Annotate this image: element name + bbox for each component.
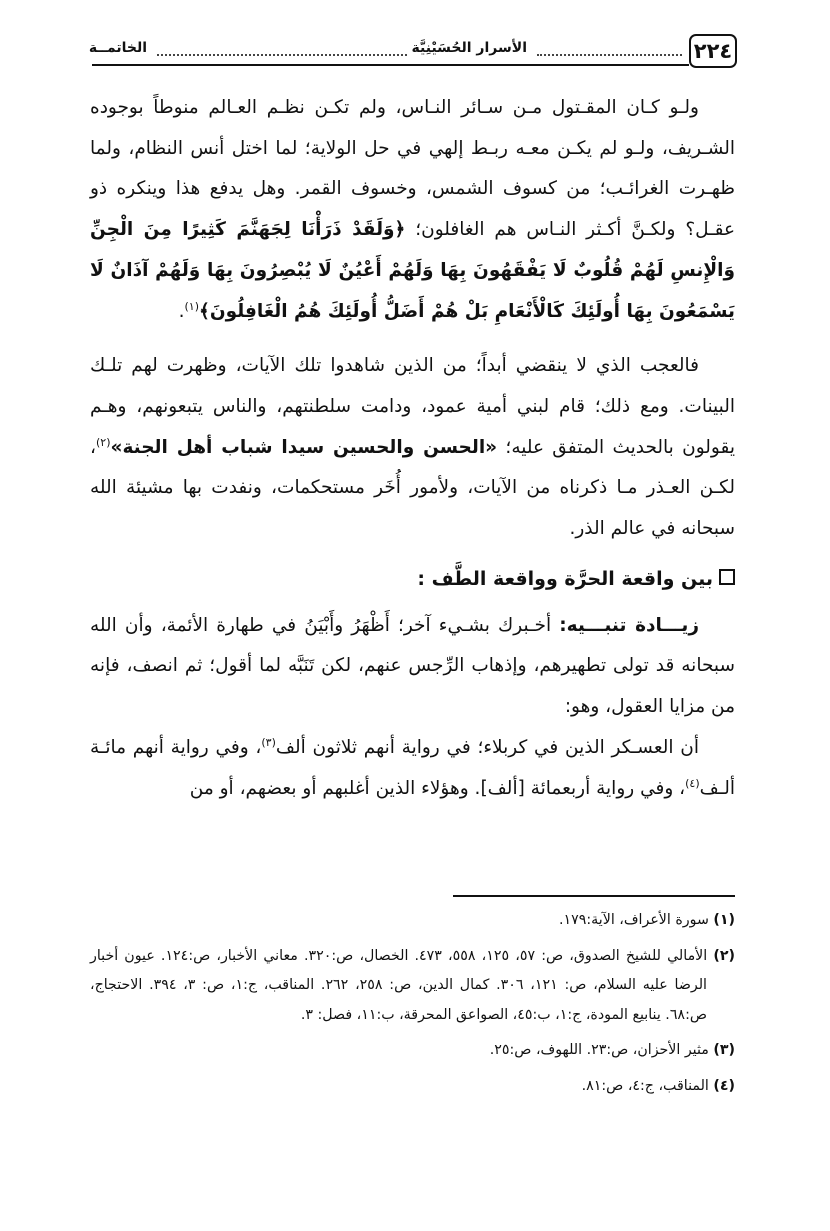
footnote-text: المناقب، ج:٤، ص:٨١. <box>581 1077 709 1094</box>
square-bullet-icon <box>719 569 735 585</box>
footnote <box>90 1036 735 1066</box>
paragraph <box>90 88 735 332</box>
footnote-ref: (٤) <box>685 776 700 790</box>
section-heading <box>90 562 735 596</box>
main-text <box>90 88 735 809</box>
quran-verse: ﴿وَلَقَدْ ذَرَأْنَا لِجَهَنَّمَ كَثِيرًا مِنَ الْجِنِّ وَالْإِنسِ لَهُمْ قُلُوبٌ لَا يَفْقَهُونَ بِهَا وَلَهُمْ أَعْيُنٌ لَا يُبْصِرُونَ بِهَا وَلَهُمْ آذَانٌ لَا يَسْمَعُونَ بِهَا أُولَئِكَ كَالْأَنْعَامِ بَلْ هُمْ أَضَلُّ أُولَئِكَ هُمُ الْغَافِلُونَ﴾ <box>90 219 735 322</box>
paragraph-text: . <box>178 300 185 322</box>
header-rule <box>92 64 689 66</box>
paragraph <box>90 346 735 550</box>
paragraph <box>90 606 735 728</box>
footnote-text: مثير الأحزان، ص:٢٣. اللهوف، ص:٢٥. <box>489 1042 709 1059</box>
paragraph-text: أخـبرك بشـيء آخر؛ أَظْهَرُ وأَبْيَنُ في طهارة الأئمة، وأن الله سبحانه قد تولى تطهيرهم، وإذهاب الرِّجس عنهم، لكن تَنَبَّه لما أقول؛ ثم انصف، فإنه من مزايا العقول، وهو: <box>90 614 735 718</box>
footnotes <box>90 906 735 1108</box>
hadith-quote: «الحسن والحسين سيدا شباب أهل الجنة» <box>110 436 498 458</box>
footnote <box>90 906 735 936</box>
paragraph-text: ولـو كـان المقـتول مـن سـائر النـاس، ولم تكـن نظـم العـالم منوطاً بوجوده الشـريف، ولـو لم يكـن معـه ربـط إلهي في حل الولاية؛ لما اختل أنس النظام، ولما ظهـرت الغرائـب؛ من كسوف الشمس، وخسوف القمر. وهل يدفع هذا وينكره ذو عقـل؟ ولكـنَّ أكـثر النـاس هم الغافلون؛ <box>90 97 735 241</box>
paragraph <box>90 728 735 809</box>
footnote-text: سورة الأعراف، الآية:١٧٩. <box>559 912 709 928</box>
section-title: الخاتمــة <box>88 40 147 56</box>
footnote-text: الأمالي للشيخ الصدوق، ص: ٥٧، ١٢٥، ٥٥٨، ٤٧٣. الخصال، ص:٣٢٠. معاني الأخبار، ص:١٢٤. عيون أخبار الرضا عليه السلام، ص: ١٢١، ٣٠٦. كمال الدين، ص: ٢٥٨، ٢٦٢. المناقب، ج:١، ص: ٣، ٣٩٤. الاحتجاج، ص:٦٨. ينابيع المودة، ج:١، ب:٤٥، الصواعق المحرقة، ب:١١، فصل: ٣. <box>90 947 708 1023</box>
footnote-separator <box>453 895 735 897</box>
footnote-ref: (٢) <box>95 435 111 449</box>
book-title: الأسرار الحُسَيْنِيَّة <box>411 40 527 56</box>
footnote-number: (٤) <box>713 1077 735 1094</box>
paragraph-text: ، لكـن العـذر مـا ذكرناه من الآيات، ولأمور أُخَر مستحكمات، ونفدت بها مشيئة الله سبحانه في عالم الذر. <box>90 436 735 540</box>
note-lead: زيـــادة تنبـــيه: <box>559 614 699 636</box>
paragraph-text: فالعجب الذي لا ينقضي أبداً؛ من الذين شاهدوا تلك الآيات، وظهرت لهم تلـك البينات. ومع ذلك؛ قام لبني أمية عمود، ودامت سلطنتهم، والناس يتبعونهم، وهـم يقولون بالحديث المتفق عليه؛ <box>90 355 735 458</box>
header-dots <box>537 40 682 56</box>
footnote-number: (١) <box>713 912 735 928</box>
header-dots <box>157 40 407 56</box>
footnote-number: (٣) <box>713 1042 735 1059</box>
footnote-number: (٢) <box>713 947 735 964</box>
paragraph-text: ، وفي رواية أنهم مائـة ألـف <box>90 736 735 799</box>
footnote <box>90 1072 735 1102</box>
paragraph-text: ، وفي رواية أربعمائة [ألف]. وهؤلاء الذين أغلبهم أو بعضهم، أو من <box>189 777 686 799</box>
heading-text: بين واقعة الحرَّة وواقعة الطَّف <box>431 567 713 590</box>
footnote <box>90 942 735 1031</box>
heading-tail: : <box>417 567 432 590</box>
page-header <box>88 34 737 68</box>
footnote-ref: (٣) <box>261 735 276 749</box>
footnote-ref: (١) <box>184 299 199 313</box>
page-number: ٢٢٤ <box>689 34 737 68</box>
paragraph-text: أن العسـكر الذين في كربلاء؛ في رواية أنهم ثلاثون ألف <box>275 736 699 758</box>
